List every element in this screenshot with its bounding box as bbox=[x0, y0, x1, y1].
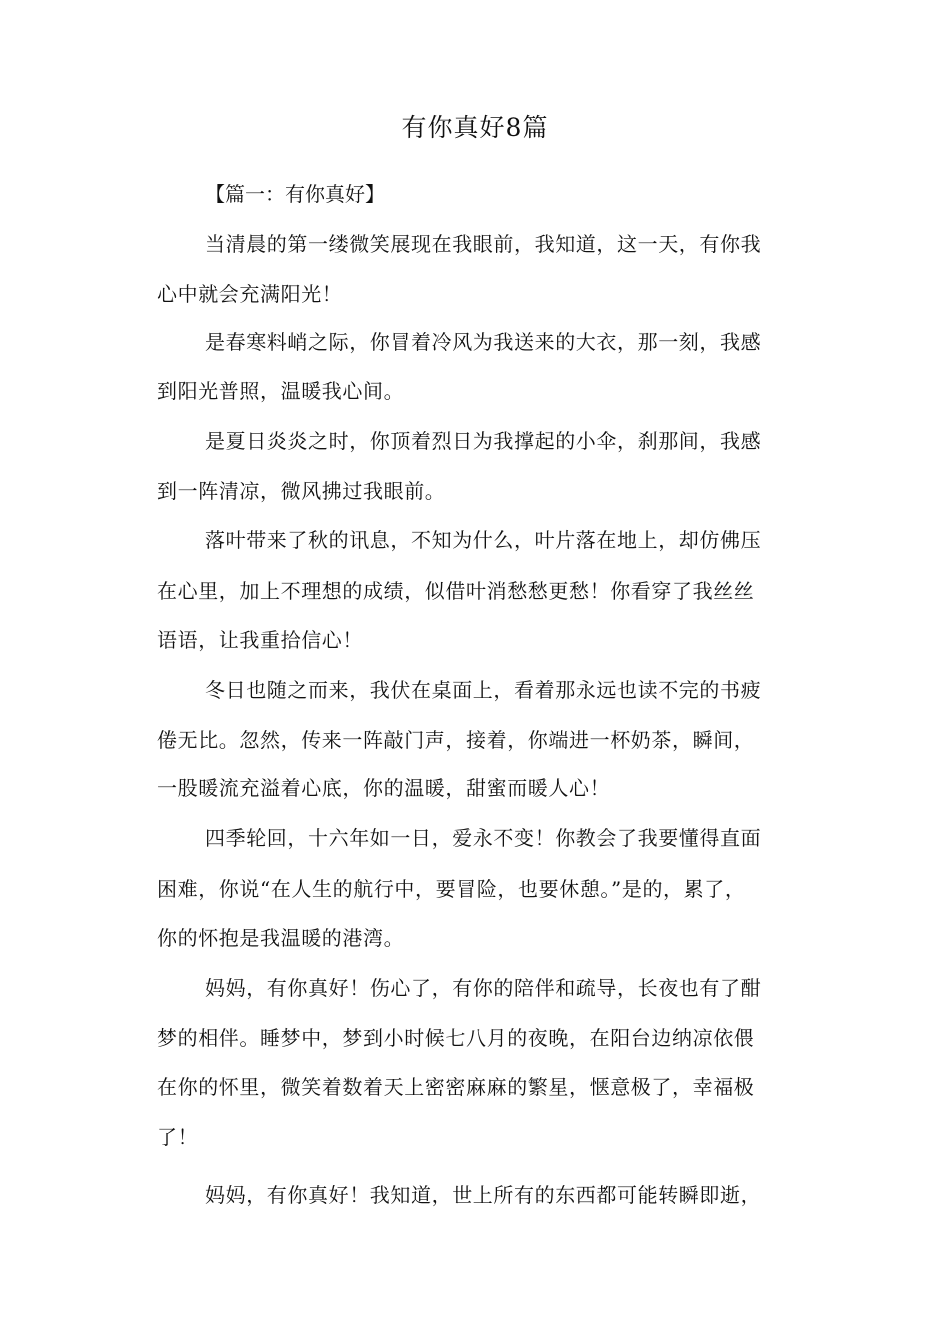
paragraph-line: 到阳光普照，温暖我心间。 bbox=[157, 379, 405, 403]
paragraph-line: 是夏日炎炎之时，你顶着烈日为我撑起的小伞，刹那间，我感 bbox=[205, 429, 762, 453]
paragraph-line: 一股暖流充溢着心底，你的温暖，甜蜜而暖人心！ bbox=[157, 776, 611, 800]
paragraph-line: 梦的相伴。睡梦中，梦到小时候七八月的夜晚，在阳台边纳凉依偎 bbox=[157, 1026, 755, 1050]
paragraph-line: 在心里，加上不理想的成绩，似借叶消愁愁更愁！你看穿了我丝丝 bbox=[157, 579, 755, 603]
section-heading: 【篇一：有你真好】 bbox=[205, 182, 385, 206]
paragraph-line: 语语，让我重拾信心！ bbox=[157, 628, 363, 652]
paragraph-line: 到一阵清凉，微风拂过我眼前。 bbox=[157, 479, 446, 503]
paragraph-line: 当清晨的第一缕微笑展现在我眼前，我知道，这一天，有你我 bbox=[205, 232, 762, 256]
paragraph-line: 你的怀抱是我温暖的港湾。 bbox=[157, 926, 405, 950]
paragraph-line: 困难，你说“在人生的航行中，要冒险，也要休憩。”是的，累了， bbox=[157, 877, 746, 901]
paragraph-line: 心中就会充满阳光！ bbox=[157, 282, 343, 306]
paragraph-line: 落叶带来了秋的讯息，不知为什么，叶片落在地上，却仿佛压 bbox=[205, 528, 762, 552]
document-title: 有你真好8篇 bbox=[401, 113, 549, 142]
paragraph-line: 倦无比。忽然，传来一阵敲门声，接着，你端进一杯奶茶，瞬间， bbox=[157, 728, 755, 752]
paragraph-line: 冬日也随之而来，我伏在桌面上，看着那永远也读不完的书疲 bbox=[205, 678, 762, 702]
paragraph-line: 是春寒料峭之际，你冒着冷风为我送来的大衣，那一刻，我感 bbox=[205, 330, 762, 354]
paragraph-line: 妈妈，有你真好！伤心了，有你的陪伴和疏导，长夜也有了酣 bbox=[205, 976, 762, 1000]
paragraph-line: 在你的怀里，微笑着数着天上密密麻麻的繁星，惬意极了，幸福极 bbox=[157, 1075, 755, 1099]
paragraph-line: 了！ bbox=[157, 1125, 199, 1149]
paragraph-line: 四季轮回，十六年如一日，爱永不变！你教会了我要懂得直面 bbox=[205, 826, 762, 850]
paragraph-line: 妈妈，有你真好！我知道，世上所有的东西都可能转瞬即逝， bbox=[205, 1183, 762, 1207]
